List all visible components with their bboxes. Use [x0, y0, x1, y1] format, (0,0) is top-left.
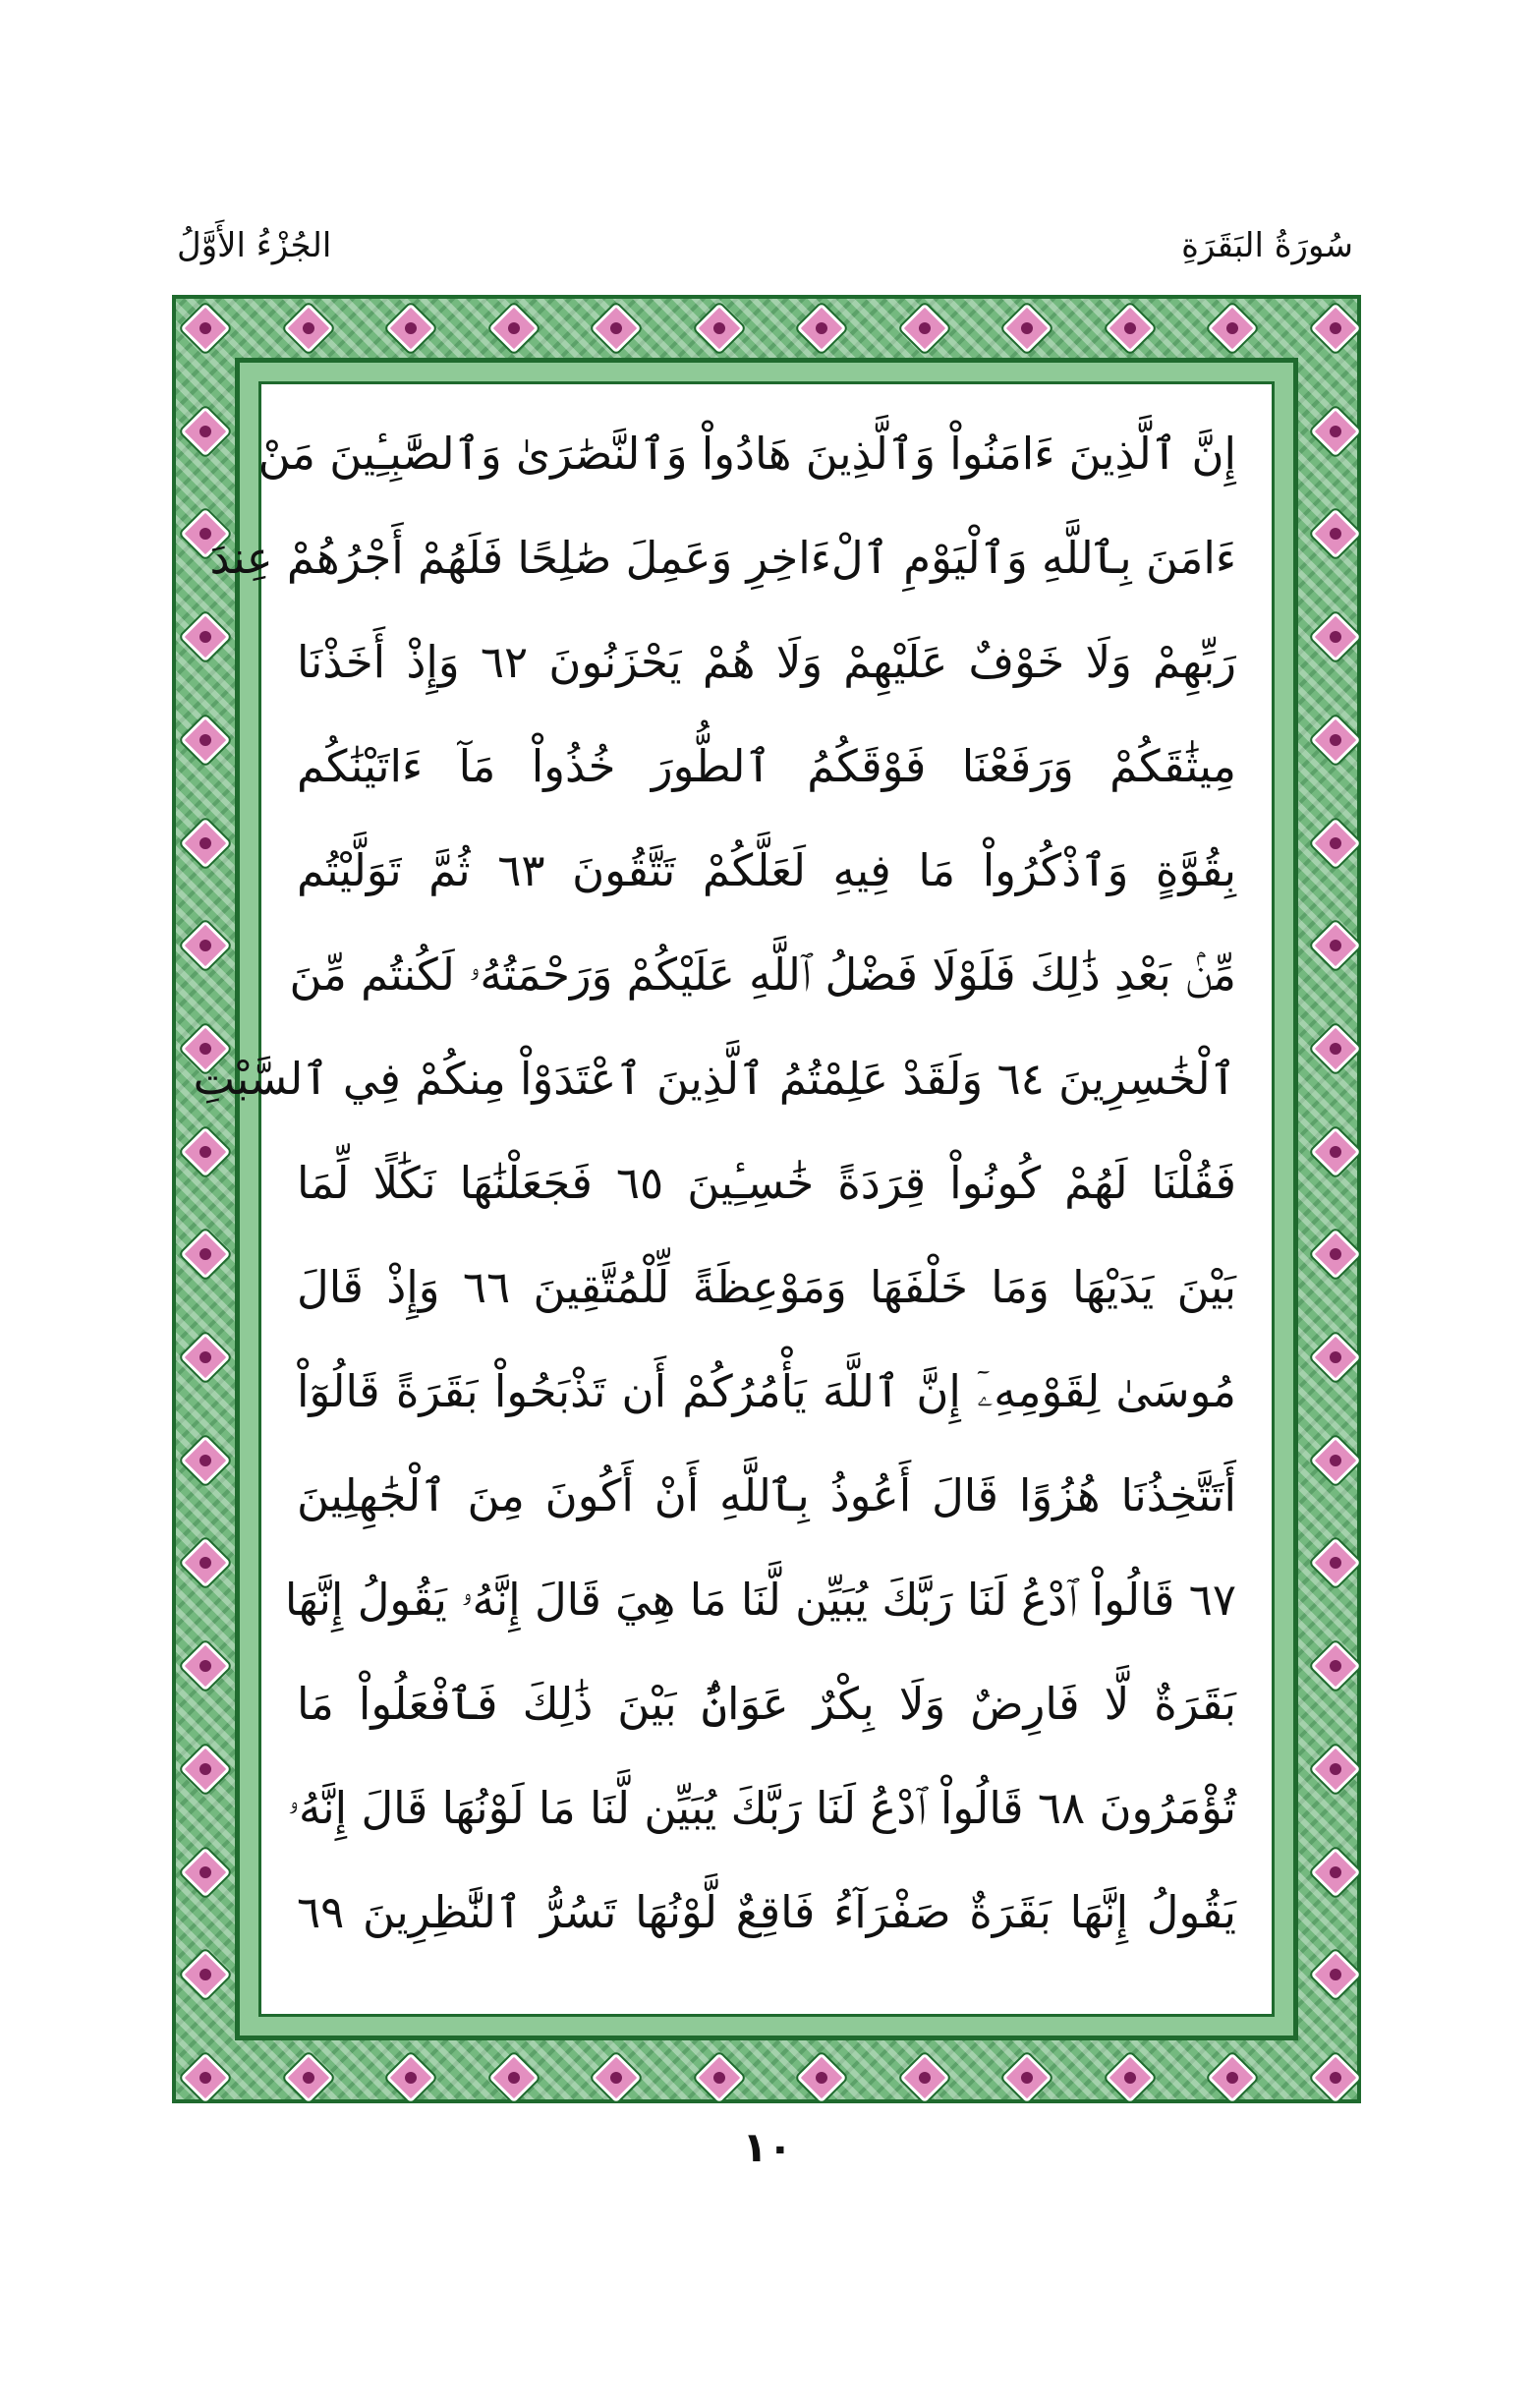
flower-ornament-icon [1311, 1435, 1361, 1485]
flower-ornament-icon [1311, 509, 1361, 559]
flower-ornament-icon [694, 304, 744, 354]
flower-ornament-icon [488, 304, 539, 354]
flower-ornament-icon [181, 818, 231, 868]
flower-ornament-icon [797, 2053, 847, 2103]
flower-ornament-icon [1311, 715, 1361, 765]
flower-ornament-icon [181, 612, 231, 662]
flower-ornament-icon [181, 2053, 231, 2103]
flower-ornament-icon [181, 1126, 231, 1176]
flower-ornament-icon [181, 1641, 231, 1691]
flower-ornament-icon [488, 2053, 539, 2103]
verse-line: مُوسَىٰ لِقَوْمِهِۦٓ إِنَّ ٱللَّهَ يَأْمُرُكُمْ أَن تَذْبَحُواْ بَقَرَةً قَالُوٓاْ [297, 1365, 1236, 1417]
flower-ornament-icon [1311, 818, 1361, 868]
verse-line: بَقَرَةٌ لَّا فَارِضٌ وَلَا بِكْرٌ عَوَانٌۢ بَيْنَ ذَٰلِكَ فَٱفْعَلُواْ مَا [297, 1678, 1236, 1730]
verse-line: بِقُوَّةٍ وَٱذْكُرُواْ مَا فِيهِ لَعَلَّكُمْ تَتَّقُونَ ٦٣ ثُمَّ تَوَلَّيْتُم [297, 844, 1236, 896]
flower-ornament-icon [1311, 1641, 1361, 1691]
surah-label: سُورَةُ البَقَرَةِ [1181, 226, 1353, 265]
verse-line: مِيثَٰقَكُمْ وَرَفَعْنَا فَوْقَكُمُ ٱلطُّورَ خُذُواْ مَآ ءَاتَيْنَٰكُم [297, 740, 1236, 792]
verse-line: بَيْنَ يَدَيْهَا وَمَا خَلْفَهَا وَمَوْعِظَةً لِّلْمُتَّقِينَ ٦٦ وَإِذْ قَالَ [297, 1261, 1236, 1313]
flower-ornament-icon [181, 1950, 231, 2000]
flower-ornament-icon [1208, 2053, 1258, 2103]
page-number: ١٠ [742, 2123, 793, 2171]
flower-ornament-icon [1311, 1126, 1361, 1176]
decorative-border-frame [172, 295, 1361, 2103]
flower-ornament-icon [181, 1230, 231, 1280]
flower-ornament-icon [592, 304, 642, 354]
flower-ornament-icon [1002, 304, 1052, 354]
verse-line: ٦٧ قَالُواْ ٱدْعُ لَنَا رَبَّكَ يُبَيِّن لَّنَا مَا هِيَ قَالَ إِنَّهُۥ يَقُولُ إِنَّهَا [284, 1574, 1236, 1626]
flower-ornament-icon [181, 1847, 231, 1897]
flower-ornament-icon [1311, 1333, 1361, 1383]
flower-ornament-icon [797, 304, 847, 354]
flower-ornament-icon [283, 2053, 333, 2103]
verse-line: مِّنۢ بَعْدِ ذَٰلِكَ فَلَوْلَا فَضْلُ ٱللَّهِ عَلَيْكُمْ وَرَحْمَتُهُۥ لَكُنتُم مِّنَ [289, 948, 1236, 1001]
flower-ornament-icon [592, 2053, 642, 2103]
flower-ornament-icon [694, 2053, 744, 2103]
verse-line: فَقُلْنَا لَهُمْ كُونُواْ قِرَدَةً خَٰسِـِٔينَ ٦٥ فَجَعَلْنَٰهَا نَكَٰلًا لِّمَا [297, 1157, 1237, 1209]
verse-line: تُؤْمَرُونَ ٦٨ قَالُواْ ٱدْعُ لَنَا رَبَّكَ يُبَيِّن لَّنَا مَا لَوْنُهَا قَالَ إِنَّهُۥ [287, 1782, 1236, 1834]
flower-ornament-icon [1311, 1744, 1361, 1794]
flower-ornament-icon [181, 304, 231, 354]
flower-ornament-icon [1311, 1847, 1361, 1897]
flower-ornament-icon [181, 406, 231, 456]
flower-ornament-icon [1311, 1950, 1361, 2000]
flower-ornament-icon [1311, 1023, 1361, 1073]
flower-ornament-icon [899, 304, 949, 354]
verse-line: ٱلْخَٰسِرِينَ ٦٤ وَلَقَدْ عَلِمْتُمُ ٱلَّذِينَ ٱعْتَدَوْاْ مِنكُمْ فِي ٱلسَّبْتِ [193, 1053, 1236, 1105]
flower-ornament-icon [283, 304, 333, 354]
flower-ornament-icon [181, 921, 231, 971]
verse-line: يَقُولُ إِنَّهَا بَقَرَةٌ صَفْرَآءُ فَاقِعٌ لَّوْنُهَا تَسُرُّ ٱلنَّٰظِرِينَ ٦٩ [297, 1886, 1236, 1938]
flower-ornament-icon [181, 715, 231, 765]
verse-line: رَبِّهِمْ وَلَا خَوْفٌ عَلَيْهِمْ وَلَا هُمْ يَحْزَنُونَ ٦٢ وَإِذْ أَخَذْنَا [297, 636, 1236, 688]
flower-ornament-icon [1311, 1230, 1361, 1280]
page-text-panel [193, 381, 1275, 2017]
flower-ornament-icon [181, 1333, 231, 1383]
flower-ornament-icon [181, 1744, 231, 1794]
flower-ornament-icon [1311, 1538, 1361, 1588]
flower-ornament-icon [1311, 304, 1361, 354]
flower-ornament-icon [1311, 612, 1361, 662]
flower-ornament-icon [1311, 406, 1361, 456]
flower-ornament-icon [1105, 2053, 1155, 2103]
juz-label: الجُزْءُ الأَوَّلُ [177, 226, 332, 265]
flower-ornament-icon [1002, 2053, 1052, 2103]
verse-line: إِنَّ ٱلَّذِينَ ءَامَنُواْ وَٱلَّذِينَ هَادُواْ وَٱلنَّصَٰرَىٰ وَٱلصَّٰبِـِٔينَ مَنْ [257, 428, 1236, 480]
flower-ornament-icon [1105, 304, 1155, 354]
flower-ornament-icon [386, 304, 436, 354]
flower-ornament-icon [1208, 304, 1258, 354]
flower-ornament-icon [1311, 921, 1361, 971]
flower-ornament-icon [899, 2053, 949, 2103]
flower-ornament-icon [386, 2053, 436, 2103]
verse-line: ءَامَنَ بِٱللَّهِ وَٱلْيَوْمِ ٱلْءَاخِرِ وَعَمِلَ صَٰلِحًا فَلَهُمْ أَجْرُهُمْ عِندَ [209, 532, 1236, 584]
verse-line: أَتَتَّخِذُنَا هُزُوًا قَالَ أَعُوذُ بِٱللَّهِ أَنْ أَكُونَ مِنَ ٱلْجَٰهِلِينَ [297, 1469, 1236, 1521]
flower-ornament-icon [1311, 2053, 1361, 2103]
flower-ornament-icon [181, 1538, 231, 1588]
flower-ornament-icon [181, 1435, 231, 1485]
